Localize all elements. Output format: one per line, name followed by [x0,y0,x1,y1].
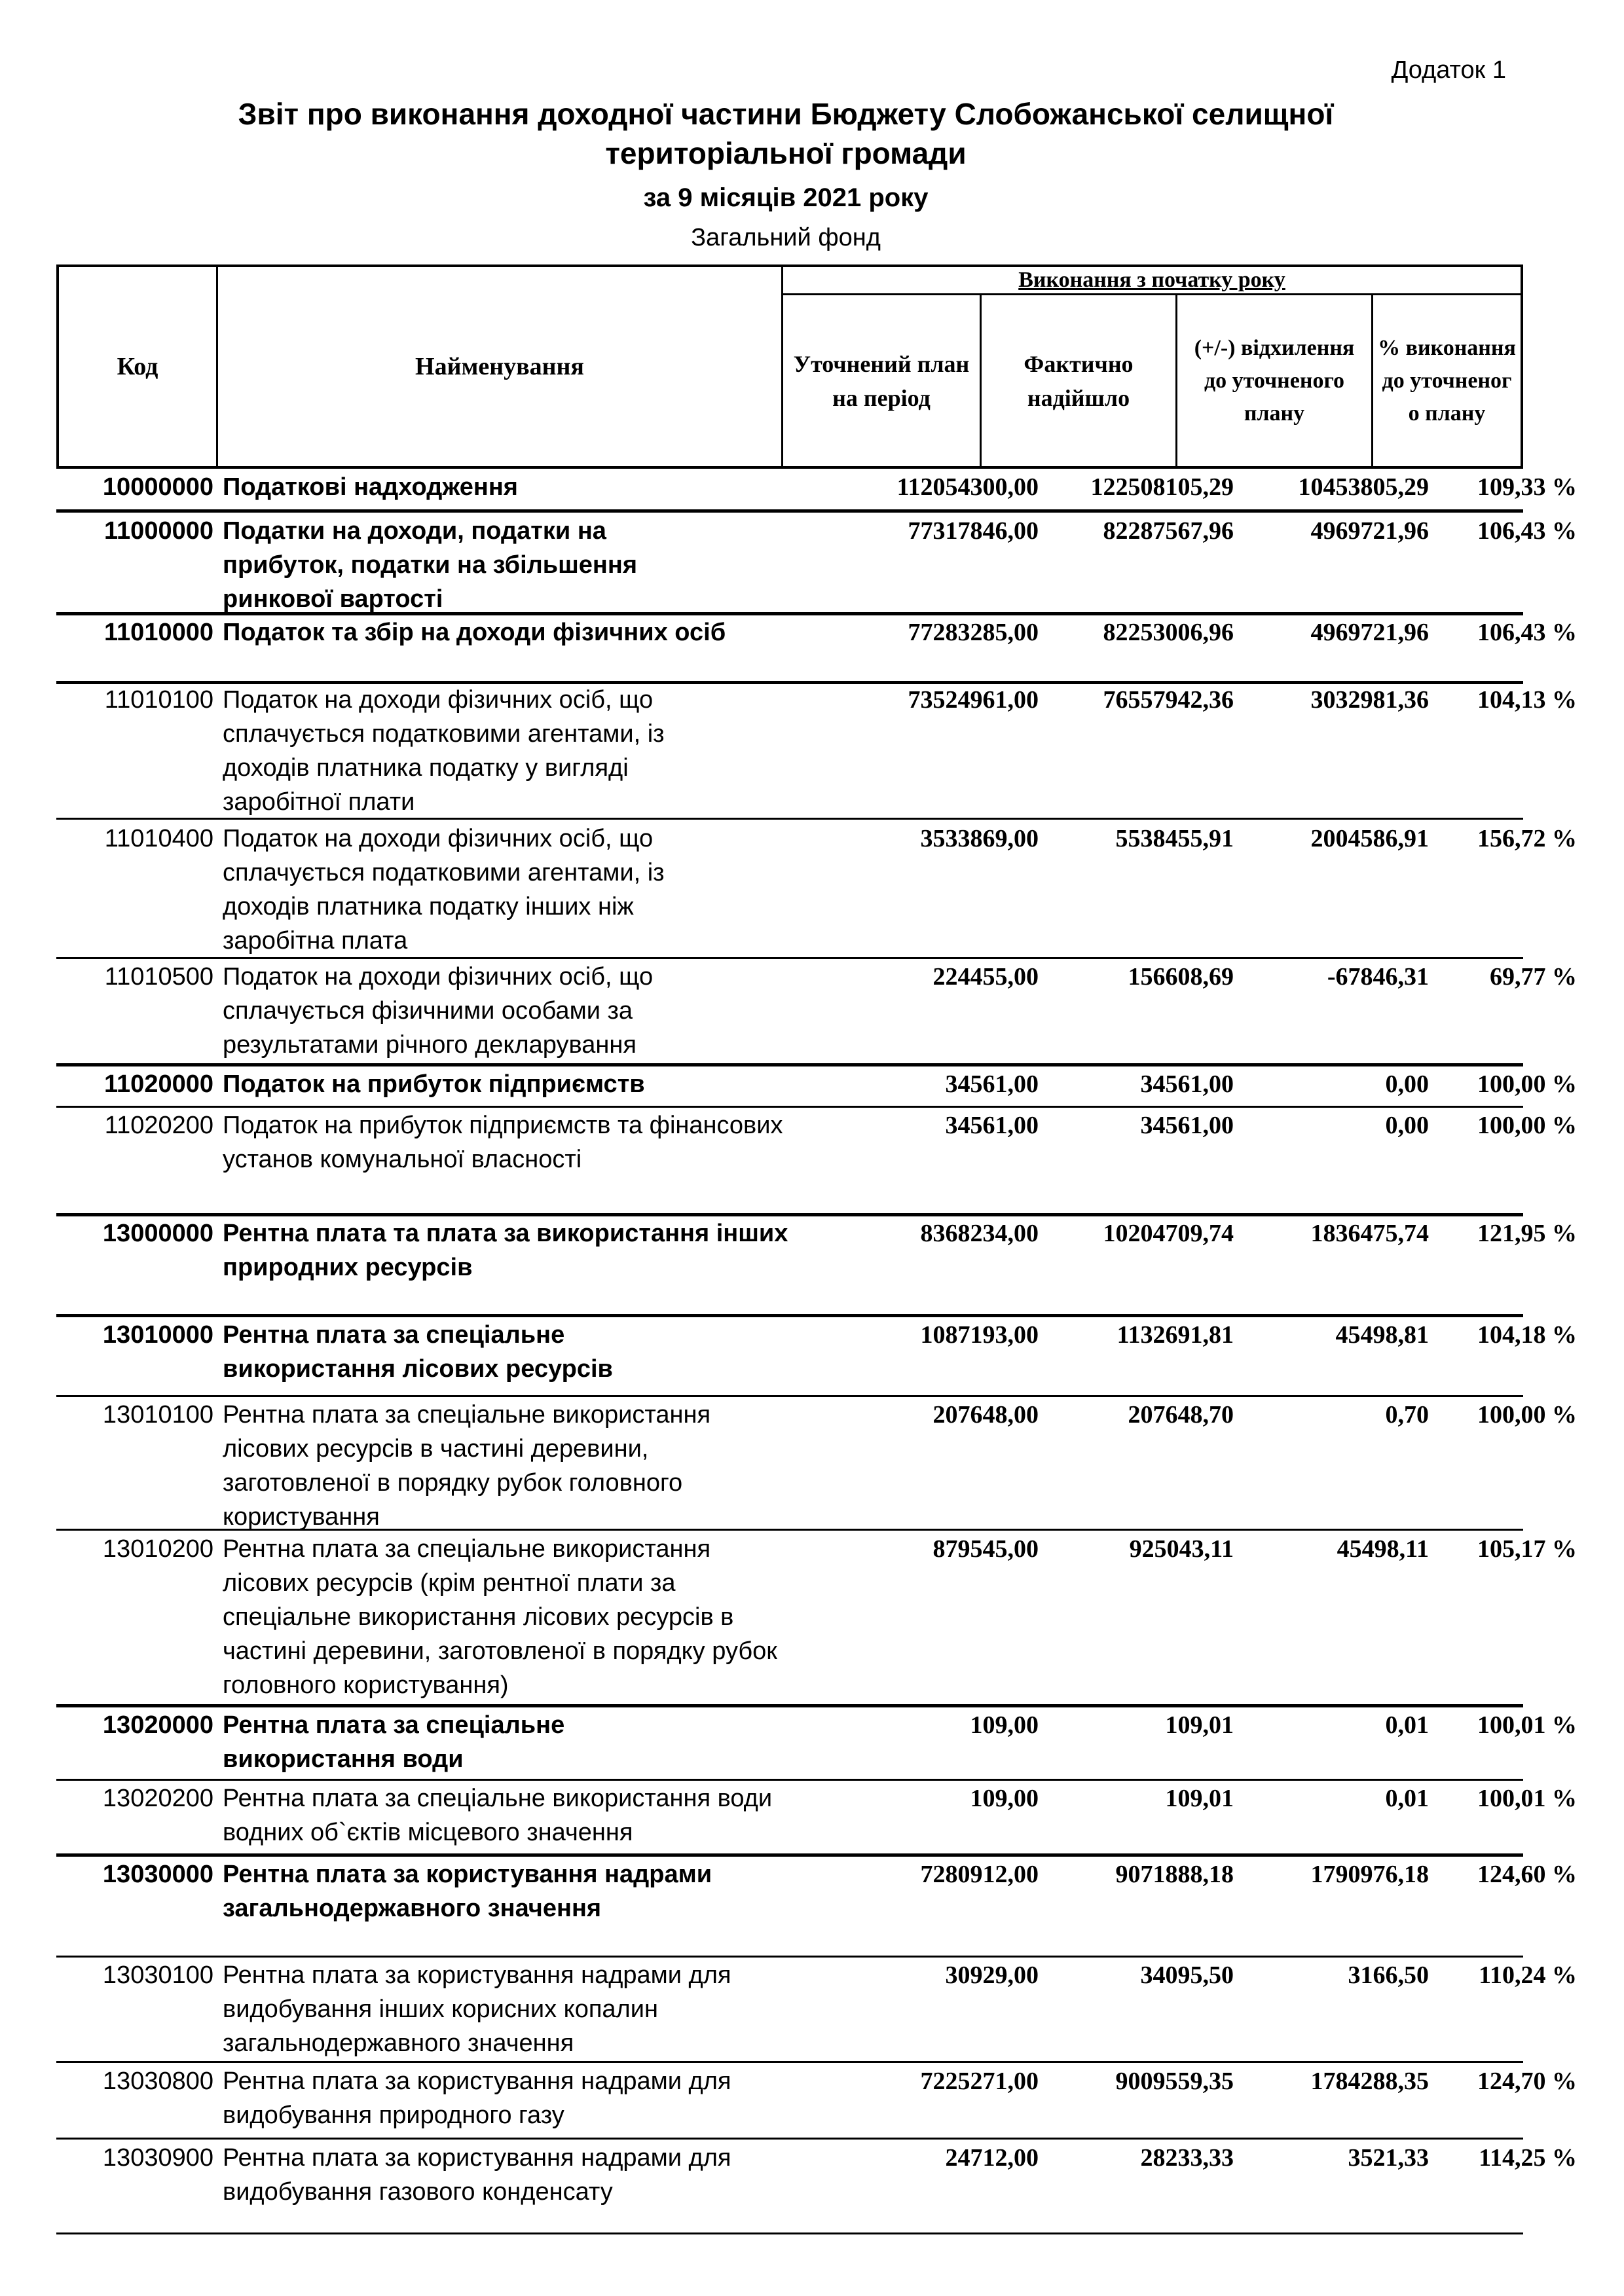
row-actual: 156608,69 [1128,963,1234,991]
table-row [56,1708,1577,1779]
row-deviation: 1790976,18 [1310,1861,1429,1888]
table-header [56,264,1523,469]
row-percent: 69,77 % [1490,963,1577,991]
row-actual: 109,01 [1165,1785,1234,1812]
row-deviation: 0,01 [1385,1711,1429,1739]
row-name: Рентна плата за спеціальне використання лісових ресурсів [223,1321,613,1383]
row-percent: 100,01 % [1477,1711,1577,1739]
row-code: 13030900 [102,2144,213,2172]
header-group: Виконання з початку року [1018,268,1285,292]
row-deviation: 3521,33 [1348,2144,1429,2172]
header-actual: Фактично надійшло [1024,350,1134,411]
table-row [56,1216,1577,1315]
row-code: 13000000 [102,1220,213,1247]
row-code: 13030800 [102,2068,213,2095]
row-actual: 122508105,29 [1090,473,1234,501]
row-plan: 109,00 [970,1711,1039,1739]
row-actual: 34561,00 [1140,1070,1234,1098]
row-actual: 109,01 [1165,1711,1234,1739]
row-actual: 9071888,18 [1115,1861,1234,1888]
row-actual: 10204709,74 [1103,1220,1234,1247]
row-name: Податок на прибуток підприємств та фінансових установ комунальної власності [223,1112,783,1173]
table-row [56,514,1577,613]
row-deviation: 3166,50 [1348,1961,1429,1989]
table-row [56,1318,1577,1395]
row-name: Податок на доходи фізичних осіб, що сплачується фізичними особами за результатами річного декларування [223,963,654,1059]
table-row [56,1781,1577,1853]
row-name: Податок на прибуток підприємств [223,1070,645,1098]
row-deviation: 45498,11 [1337,1535,1429,1563]
row-deviation: 0,00 [1385,1070,1429,1098]
fund-label: Загальний фонд [691,224,881,251]
row-name: Рентна плата за користування надрами для видобування природного газу [223,2068,731,2129]
row-actual: 1132691,81 [1116,1321,1234,1349]
row-deviation: -67846,31 [1327,963,1429,991]
row-deviation: 10453805,29 [1298,473,1429,501]
row-code: 13020200 [102,1785,213,1812]
table-row [56,615,1577,681]
row-percent: 100,00 % [1477,1401,1577,1429]
row-percent: 106,43 % [1477,619,1577,646]
row-plan: 7225271,00 [920,2068,1039,2095]
table-row [56,2064,1577,2138]
row-percent: 121,95 % [1477,1220,1577,1247]
row-deviation: 0,00 [1385,1112,1429,1139]
row-plan: 3533869,00 [920,825,1039,852]
report-title-line1: Звіт про виконання доходної частини Бюджету Слобожанської селищної [238,97,1334,131]
row-code: 13020000 [102,1711,213,1739]
table-row [56,1398,1577,1531]
row-plan: 224455,00 [932,963,1039,991]
row-percent: 114,25 % [1479,2144,1577,2172]
row-actual: 76557942,36 [1103,686,1234,714]
row-name: Податкові надходження [223,473,518,501]
row-code: 13030100 [102,1961,213,1989]
row-deviation: 1784288,35 [1310,2068,1429,2095]
header-name: Найменування [415,353,584,380]
table-row [56,1958,1577,2061]
row-code: 11020200 [104,1112,213,1139]
table-row [56,683,1577,817]
row-deviation: 45498,81 [1335,1321,1429,1349]
row-deviation: 4969721,96 [1310,517,1429,545]
row-actual: 82287567,96 [1103,517,1234,545]
row-actual: 925043,11 [1129,1535,1234,1563]
report-period: за 9 місяців 2021 року [643,183,929,212]
row-plan: 77317846,00 [908,517,1039,545]
row-percent: 156,72 % [1477,825,1577,852]
row-plan: 1087193,00 [920,1321,1039,1349]
row-name: Податки на доходи, податки на прибуток, податки на збільшення ринкової вартості [223,517,638,613]
row-name: Рентна плата за користування надрами для видобування інших корисних копалин загальнодержавного значення [223,1961,731,2057]
row-plan: 8368234,00 [920,1220,1039,1247]
table-row [56,960,1577,1063]
row-deviation: 4969721,96 [1310,619,1429,646]
row-percent: 109,33 % [1477,473,1577,501]
table-row [56,822,1577,956]
row-actual: 5538455,91 [1115,825,1234,852]
row-code: 11010000 [104,619,213,646]
row-name: Податок на доходи фізичних осіб, що сплачується податковими агентами, із доходів платника податку інших ніж заробітна плата [223,825,665,955]
table-row [56,1108,1577,1213]
row-name: Рентна плата за спеціальне використання лісових ресурсів в частині деревини, заготовленої в порядку рубок головного користування [223,1401,711,1531]
row-deviation: 3032981,36 [1310,686,1429,714]
row-code: 13030000 [102,1861,213,1888]
row-deviation: 0,70 [1385,1401,1429,1429]
row-name: Податок та збір на доходи фізичних осіб [223,619,726,646]
row-plan: 7280912,00 [920,1861,1039,1888]
row-deviation: 1836475,74 [1310,1220,1429,1247]
header-percent: % виконання до уточненого плану [1378,335,1516,426]
row-code: 10000000 [102,473,213,501]
row-code: 11010500 [104,963,213,991]
row-actual: 34095,50 [1140,1961,1234,1989]
table-row [56,2141,1577,2213]
row-plan: 879545,00 [932,1535,1039,1563]
row-percent: 100,00 % [1477,1112,1577,1139]
table-row [56,1067,1577,1105]
row-actual: 82253006,96 [1103,619,1234,646]
row-name: Рентна плата за спеціальне використання води водних об`єктів місцевого значення [223,1785,773,1846]
row-actual: 28233,33 [1140,2144,1234,2172]
row-deviation: 2004586,91 [1310,825,1429,852]
annex-label: Додаток 1 [1391,56,1506,84]
row-code: 11000000 [104,517,213,545]
row-percent: 124,60 % [1477,1861,1577,1888]
row-plan: 30929,00 [945,1961,1039,1989]
row-percent: 104,13 % [1477,686,1577,714]
row-actual: 34561,00 [1140,1112,1234,1139]
header-code: Код [117,353,158,380]
header-deviation: (+/-) відхилення до уточненого плану [1194,335,1355,426]
table-row [56,1857,1577,1956]
row-percent: 100,00 % [1477,1070,1577,1098]
table-row [56,1532,1577,1702]
row-plan: 109,00 [970,1785,1039,1812]
row-plan: 207648,00 [932,1401,1039,1429]
table-row [56,470,1577,509]
row-plan: 34561,00 [945,1112,1039,1139]
row-percent: 110,24 % [1479,1961,1577,1989]
row-actual: 207648,70 [1128,1401,1234,1429]
row-actual: 9009559,35 [1115,2068,1234,2095]
row-code: 13010000 [102,1321,213,1349]
row-name: Рентна плата за користування надрами загальнодержавного значення [223,1861,712,1922]
row-percent: 100,01 % [1477,1785,1577,1812]
row-percent: 104,18 % [1477,1321,1577,1349]
row-code: 11020000 [104,1070,213,1098]
header-plan: Уточнений план на період [793,350,970,411]
row-code: 11010400 [104,825,213,852]
row-deviation: 0,01 [1385,1785,1429,1812]
row-plan: 73524961,00 [908,686,1039,714]
row-code: 13010200 [102,1535,213,1563]
row-plan: 77283285,00 [908,619,1039,646]
row-name: Рентна плата за спеціальне використання води [223,1711,565,1773]
row-plan: 112054300,00 [896,473,1039,501]
row-name: Рентна плата за користування надрами для видобування газового конденсату [223,2144,731,2206]
report-title-line2: територіальної громади [605,136,967,170]
row-plan: 24712,00 [945,2144,1039,2172]
row-plan: 34561,00 [945,1070,1039,1098]
row-code: 13010100 [102,1401,213,1429]
row-percent: 124,70 % [1477,2068,1577,2095]
row-code: 11010100 [104,686,213,714]
row-percent: 105,17 % [1477,1535,1577,1563]
row-name: Рентна плата за спеціальне використання лісових ресурсів (крім рентної плати за спеціальне використання лісових ресурсів в частині деревини, заготовленої в порядку рубок головного користування) [223,1535,777,1699]
row-name: Рентна плата та плата за використання інших природних ресурсів [223,1220,788,1281]
row-percent: 106,43 % [1477,517,1577,545]
row-name: Податок на доходи фізичних осіб, що сплачується податковими агентами, із доходів платника податку у вигляді заробітної плати [223,686,665,816]
